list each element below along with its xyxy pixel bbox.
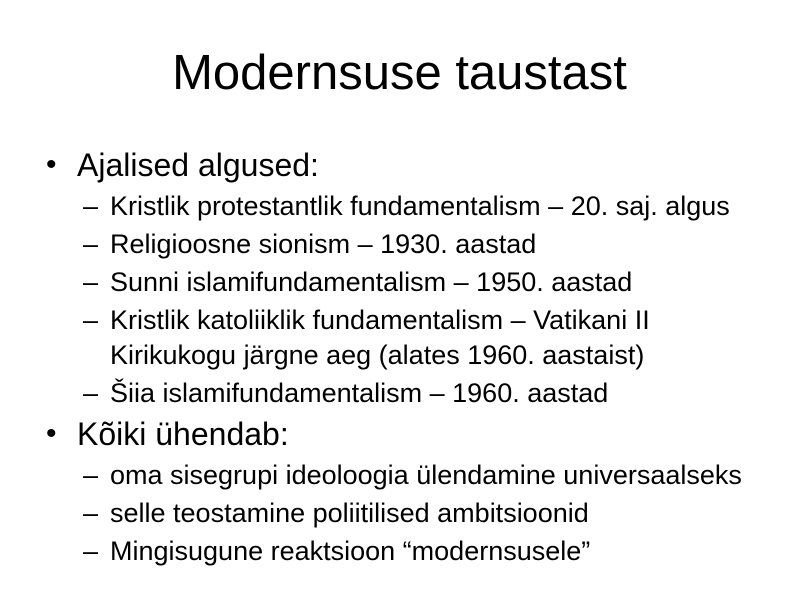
dash-icon: –: [83, 229, 99, 259]
section-heading: Ajalised algused:: [77, 147, 319, 183]
sub-bullet-item: [0, 376, 799, 411]
sub-bullet-item: [0, 227, 799, 262]
slide-title: Modernsuse taustast: [172, 46, 627, 100]
sub-bullet-item: [0, 458, 799, 493]
bullet-dot-icon: •: [46, 417, 57, 450]
section-heading: Kõiki ühendab:: [77, 416, 289, 452]
sub-bullet-text: Religioosne sionism – 1930. aastad: [110, 229, 537, 259]
dash-icon: –: [83, 191, 99, 221]
dash-icon: –: [83, 536, 99, 566]
sub-bullet-text: oma sisegrupi ideoloogia ülendamine universaalseks: [110, 460, 742, 490]
dash-icon: –: [83, 267, 99, 297]
dash-icon: –: [83, 378, 99, 408]
sub-bullet-item: [0, 496, 799, 531]
bullet-dot-icon: •: [46, 148, 57, 181]
dash-icon: –: [83, 460, 99, 490]
sub-bullet-item: [0, 303, 799, 373]
sub-bullet-text: Kristlik katoliiklik fundamentalism – Vatikani II Kirikukogu järgne aeg (alates 1960. aastaist): [110, 305, 650, 370]
bullet-item: [0, 145, 799, 185]
slide-body: [0, 145, 799, 569]
sub-bullet-text: Mingisugune reaktsioon “modernsusele”: [110, 536, 591, 566]
sub-bullet-text: Šiia islamifundamentalism – 1960. aastad: [110, 378, 609, 408]
sub-bullet-text: selle teostamine poliitilised ambitsioonid: [110, 498, 589, 528]
bullet-item: [0, 414, 799, 454]
sub-bullet-text: Sunni islamifundamentalism – 1950. aastad: [110, 267, 633, 297]
sub-bullet-item: [0, 189, 799, 224]
sub-bullet-item: [0, 265, 799, 300]
dash-icon: –: [83, 305, 99, 335]
sub-bullet-item: [0, 534, 799, 569]
sub-bullet-text: Kristlik protestantlik fundamentalism – 20. saj. algus: [110, 191, 730, 221]
dash-icon: –: [83, 498, 99, 528]
